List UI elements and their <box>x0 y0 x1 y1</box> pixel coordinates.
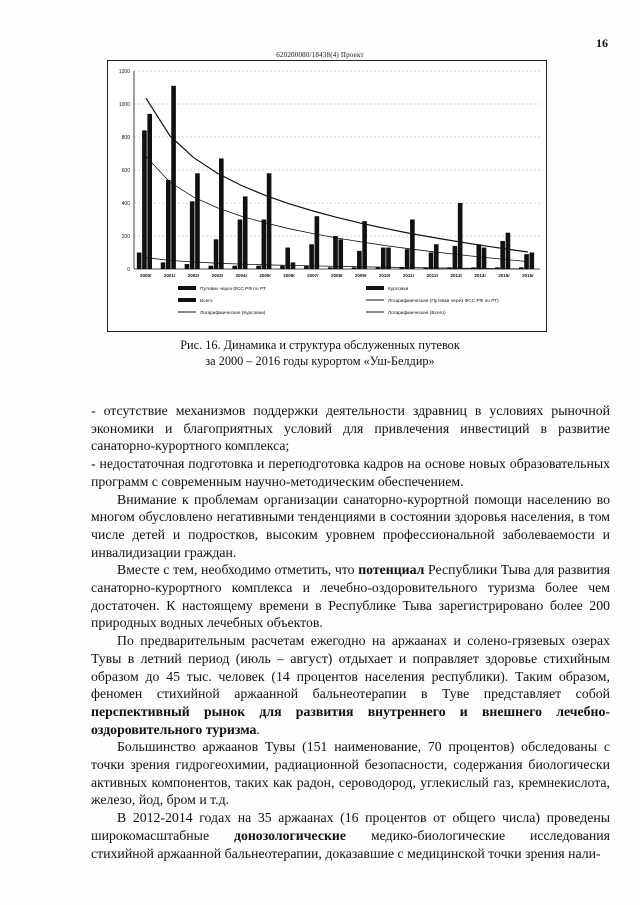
x-tick-label: 2016г <box>522 273 535 278</box>
bar-kursovki <box>142 130 147 269</box>
bar-kursovki <box>190 201 195 269</box>
paragraph-7-bold: донозологические <box>233 827 346 843</box>
bar-kursovki <box>309 244 314 269</box>
legend-label: Всего <box>200 299 213 304</box>
y-tick-label: 400 <box>121 201 130 207</box>
paragraph-5-bold: перспективный рынок для развития внутреннего и внешнего лечебно-оздоровительного туризма <box>91 703 610 737</box>
bar-total <box>243 196 248 269</box>
bar-total <box>482 248 487 269</box>
bar-fss <box>376 267 381 269</box>
x-tick-label: 2006г <box>283 273 296 278</box>
y-tick-label: 1000 <box>118 102 130 108</box>
caption-line-2: за 2000 – 2016 годы курортом «Уш-Белдир» <box>205 354 435 368</box>
bar-kursovki <box>500 241 505 269</box>
x-tick-label: 2012г <box>426 273 439 278</box>
bar-total <box>410 220 415 270</box>
bar-fss <box>280 266 285 269</box>
bar-kursovki <box>238 220 243 270</box>
page-number: 16 <box>596 36 608 50</box>
x-tick-label: 2008г <box>331 273 343 278</box>
bar-fss <box>137 253 142 270</box>
legend-label: Курсовки <box>388 287 409 292</box>
x-tick-label: 2013г <box>450 273 463 278</box>
bar-fss <box>232 266 237 269</box>
y-tick-label: 1200 <box>118 69 130 75</box>
bar-total <box>338 239 343 269</box>
x-tick-label: 2005г <box>259 273 272 278</box>
x-tick-label: 2002г <box>187 273 200 278</box>
trend-total <box>146 98 528 252</box>
x-tick-label: 2001г <box>163 273 176 278</box>
bar-fss <box>304 266 309 269</box>
bar-kursovki <box>262 220 267 270</box>
bar-kursovki <box>214 239 219 269</box>
paragraph-5-end: . <box>256 721 260 737</box>
x-tick-label: 2014г <box>474 273 487 278</box>
bar-kursovki <box>453 246 458 269</box>
bar-kursovki <box>166 180 171 269</box>
bar-chart <box>108 61 546 331</box>
paragraph-5-start: По предварительным расчетам ежегодно на аржаанах и солено-грязевых озерах Тувы в летний период (июль – август) отдыхает и поправляет здоровье стихийным образом до 45 тыс. человек (14 процентов населения республики). Таким образом, феномен стихийной аржаанной бальнеотерапии в Туве представляет собой <box>91 633 610 702</box>
bar-total <box>147 114 152 269</box>
x-tick-label: 2000г <box>139 273 152 278</box>
legend-label: Логарифмическая (Всего) <box>388 311 446 316</box>
bar-kursovki <box>357 251 362 269</box>
bar-total <box>362 221 367 269</box>
paragraph-7-end: медико-биологические исследования стихийной аржаанной бальнеотерапии, доказавшие с медицинской точки зрения нали- <box>91 827 610 861</box>
legend-swatch <box>178 286 196 290</box>
bar-total <box>386 248 391 269</box>
bar-total <box>506 233 511 269</box>
paragraph-7-start: В 2012-2014 годах на 35 аржаанах (16 процентов от общего числа) проведены широкомасштабные <box>91 810 610 843</box>
body-text <box>91 402 610 862</box>
paragraph-4 <box>91 561 610 632</box>
paragraph-3: Внимание к проблемам организации санаторно-курортной помощи населению во многом обусловлено негативными тенденциями в состоянии здоровья населения, в том числе детей и подростков, высоким уровнем профессиональной заболеваемости и инвалидизации граждан. <box>91 491 610 560</box>
paragraph-7 <box>91 809 610 862</box>
x-tick-label: 2007г <box>307 273 320 278</box>
paragraph-5 <box>91 632 610 738</box>
x-tick-label: 2003г <box>211 273 224 278</box>
bar-kursovki <box>381 248 386 269</box>
figure-caption <box>0 337 640 369</box>
bar-total <box>171 86 176 269</box>
legend-label: Логарифмическая (Курсовки) <box>200 311 266 316</box>
bar-total <box>195 173 200 269</box>
document-header: 620200080/18438(4) Проект <box>276 51 364 59</box>
bar-fss <box>161 262 166 269</box>
legend-label: Путевки через ФСС РФ по РТ <box>200 287 266 292</box>
bar-kursovki <box>429 253 434 270</box>
x-tick-label: 2004г <box>235 273 248 278</box>
bar-total <box>315 216 320 269</box>
paragraph-4-end: Республики Тыва для развития санаторно-курортного комплекса и лечебно-оздоровительного туризма более чем достаточен. К настоящему времени в Республике Тыва зарегистрировано более 200 природных водных лечебных объектов. <box>91 562 611 631</box>
y-tick-label: 600 <box>121 168 130 174</box>
bar-total <box>529 253 534 270</box>
x-tick-label: 2015г <box>498 273 511 278</box>
bar-total <box>267 173 272 269</box>
y-tick-label: 200 <box>121 234 130 240</box>
legend-label: Логарифмическая (Путевки через ФСС РФ по РТ) <box>388 299 499 304</box>
paragraph-6: Большинство аржаанов Тувы (151 наименование, 70 процентов) обследованы с точки зрения гидрогеохимии, радиационной безопасности, содержания биологически активных компонентов, таких как радон, сероводород, углекислый газ, кремнекислота, железо, йод, бром и т.д. <box>91 739 610 808</box>
chart-frame <box>107 60 547 332</box>
paragraph-1: - отсутствие механизмов поддержки деятельности здравниц в условиях рыночной экономики и благоприятных условий для привлечения инвестиций в развитие санаторно-курортного комплекса; <box>91 403 610 454</box>
bar-fss <box>352 267 357 269</box>
bar-total <box>458 203 463 269</box>
bar-total <box>434 244 439 269</box>
bar-kursovki <box>405 249 410 269</box>
paragraph-4-bold: потенциал <box>358 562 425 578</box>
bar-fss <box>328 267 333 269</box>
paragraph-2: - недостаточная подготовка и переподготовка кадров на основе новых образовательных программ с современным научно-методическим обеспечением. <box>91 456 610 489</box>
bar-kursovki <box>333 236 338 269</box>
x-tick-label: 2010г <box>378 273 391 278</box>
caption-line-1: Рис. 16. Динамика и структура обслуженных путевок <box>180 338 460 352</box>
x-tick-label: 2011г <box>402 273 415 278</box>
x-tick-label: 2009г <box>354 273 367 278</box>
legend-swatch <box>178 298 196 302</box>
legend-swatch <box>366 286 384 290</box>
paragraph-4-start: Вместе с тем, необходимо отметить, что <box>117 562 359 578</box>
y-tick-label: 800 <box>121 135 130 141</box>
y-tick-label: 0 <box>127 267 130 273</box>
bar-fss <box>185 264 190 269</box>
bar-fss <box>209 266 214 269</box>
bar-fss <box>256 266 261 269</box>
